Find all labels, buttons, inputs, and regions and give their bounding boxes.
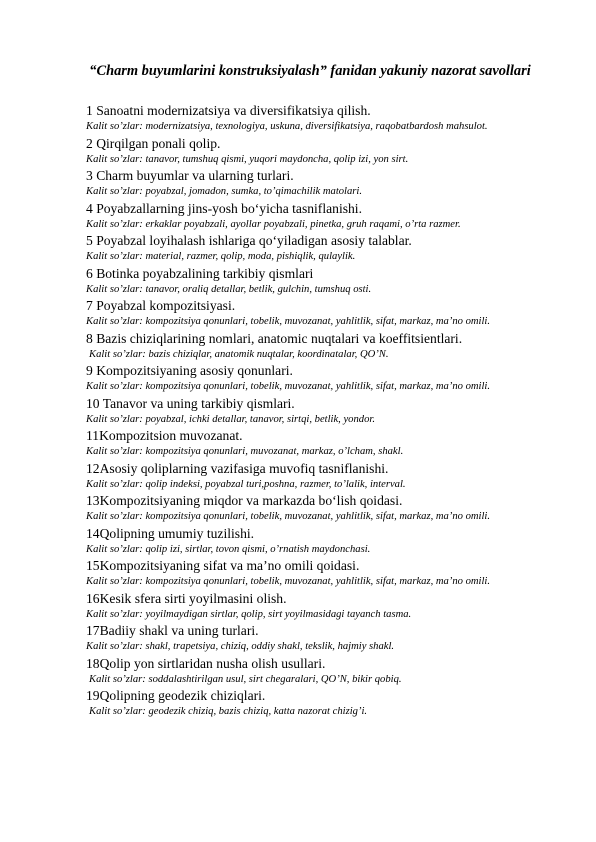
question-item bbox=[86, 232, 566, 265]
question-text: 3 Charm buyumlar va ularning turlari. bbox=[86, 168, 294, 183]
question-item bbox=[86, 297, 566, 330]
question-text: 4 Poyabzallarning jins-yosh bo‘yicha tasniflanishi. bbox=[86, 200, 362, 216]
question-text: 13Kompozitsiyaning miqdor va markazda bo‘lish qoidasi. bbox=[86, 493, 403, 508]
keywords-text: Kalit so’zlar: yoyilmaydigan sirtlar, qolip, sirt yoyilmasidagi tayanch tasma. bbox=[86, 608, 412, 620]
keywords-text: Kalit so’zlar: kompozitsiya qonunlari, tobelik, muvozanat, yahlitlik, sifat, markaz, ma’no omili. bbox=[86, 316, 491, 327]
question-item bbox=[86, 460, 566, 493]
question-text: 12Asosiy qoliplarning vazifasiga muvofiq tasniflanishi. bbox=[86, 460, 389, 476]
question-text: 19Qolipning geodezik chiziqlari. bbox=[86, 688, 266, 703]
question-text: 2 Qirqilgan ponali qolip. bbox=[86, 135, 221, 151]
keywords-text: Kalit so’zlar: geodezik chiziq, bazis chiziq, katta nazorat chizig’i. bbox=[89, 706, 368, 717]
question-text: 18Qolip yon sirtlaridan nusha olish usullari. bbox=[86, 655, 326, 671]
question-text: 1 Sanoatni modernizatsiya va diversifikatsiya qilish. bbox=[86, 103, 371, 118]
question-text: 9 Kompozitsiyaning asosiy qonunlari. bbox=[86, 363, 293, 378]
keywords-text: Kalit so’zlar: tanavor, oraliq detallar, betlik, gulchin, tumshuq osti. bbox=[86, 283, 372, 295]
keywords-text: Kalit so’zlar: qolip indeksi, poyabzal turi,poshna, razmer, to’lalik, interval. bbox=[86, 478, 406, 490]
page-title: “Charm buyumlarini konstruksiyalash” fanidan yakuniy nazorat savollari bbox=[89, 63, 531, 79]
question-item bbox=[86, 135, 566, 168]
question-text: 11Kompozitsion muvozanat. bbox=[86, 428, 243, 443]
keywords-text: Kalit so’zlar: erkaklar poyabzali, ayollar poyabzali, pinetka, gruh raqami, o’rta razmer. bbox=[86, 218, 461, 230]
question-item bbox=[86, 557, 566, 590]
question-item bbox=[86, 687, 566, 720]
keywords-text: Kalit so’zlar: material, razmer, qolip, moda, pishiqlik, qulaylik. bbox=[86, 251, 356, 262]
question-item bbox=[86, 200, 566, 233]
question-list bbox=[86, 102, 566, 720]
question-text: 5 Poyabzal loyihalash ishlariga qo‘yiladigan asosiy talablar. bbox=[86, 233, 412, 248]
keywords-text: Kalit so’zlar: poyabzal, ichki detallar, tanavor, sirtqi, betlik, yondor. bbox=[86, 413, 375, 425]
keywords-text: Kalit so’zlar: kompozitsiya qonunlari, tobelik, muvozanat, yahlitlik, sifat, markaz, ma’no omili. bbox=[86, 381, 491, 392]
question-text: 17Badiiy shakl va uning turlari. bbox=[86, 623, 259, 638]
question-item bbox=[86, 525, 566, 558]
question-text: 15Kompozitsiyaning sifat va ma’no omili qoidasi. bbox=[86, 558, 360, 573]
question-item bbox=[86, 492, 566, 525]
question-text: 8 Bazis chiziqlarining nomlari, anatomic nuqtalari va koeffitsientlari. bbox=[86, 330, 463, 346]
question-item bbox=[86, 427, 566, 460]
keywords-text: Kalit so’zlar: kompozitsiya qonunlari, tobelik, muvozanat, yahlitlik, sifat, markaz, ma’no omili. bbox=[86, 511, 491, 522]
keywords-text: Kalit so’zlar: kompozitsiya qonunlari, muvozanat, markaz, o’lcham, shakl. bbox=[86, 446, 404, 457]
keywords-text: Kalit so’zlar: soddalashtirilgan usul, sirt chegaralari, QO’N, bikir qobiq. bbox=[89, 673, 402, 685]
keywords-text: Kalit so’zlar: qolip izi, sirtlar, tovon qismi, o’rnatish maydonchasi. bbox=[86, 543, 371, 555]
keywords-text: Kalit so’zlar: tanavor, tumshuq qismi, yuqori maydoncha, qolip izi, yon sirt. bbox=[86, 153, 409, 165]
question-item bbox=[86, 622, 566, 655]
keywords-text: Kalit so’zlar: kompozitsiya qonunlari, tobelik, muvozanat, yahlitlik, sifat, markaz, ma’no omili. bbox=[86, 576, 491, 587]
keywords-text: Kalit so’zlar: bazis chiziqlar, anatomik nuqtalar, koordinatalar, QO’N. bbox=[89, 348, 389, 360]
question-item bbox=[86, 362, 566, 395]
keywords-text: Kalit so’zlar: poyabzal, jomadon, sumka, to’qimachilik matolari. bbox=[86, 186, 363, 197]
question-item bbox=[86, 395, 566, 428]
question-item bbox=[86, 167, 566, 200]
question-text: 6 Botinka poyabzalining tarkibiy qismlari bbox=[86, 265, 314, 281]
question-text: 14Qolipning umumiy tuzilishi. bbox=[86, 525, 255, 541]
question-text: 16Kesik sfera sirti yoyilmasini olish. bbox=[86, 590, 287, 606]
keywords-text: Kalit so’zlar: shakl, trapetsiya, chiziq, oddiy shakl, tekslik, hajmiy shakl. bbox=[86, 641, 395, 652]
keywords-text: Kalit so’zlar: modernizatsiya, texnologiya, uskuna, diversifikatsiya, raqobatbardosh mahsulot. bbox=[86, 121, 488, 132]
question-item bbox=[86, 590, 566, 623]
question-item bbox=[86, 655, 566, 688]
question-item bbox=[86, 265, 566, 298]
question-text: 7 Poyabzal kompozitsiyasi. bbox=[86, 298, 236, 313]
question-text: 10 Tanavor va uning tarkibiy qismlari. bbox=[86, 395, 295, 411]
question-item bbox=[86, 102, 566, 135]
question-item bbox=[86, 330, 566, 363]
